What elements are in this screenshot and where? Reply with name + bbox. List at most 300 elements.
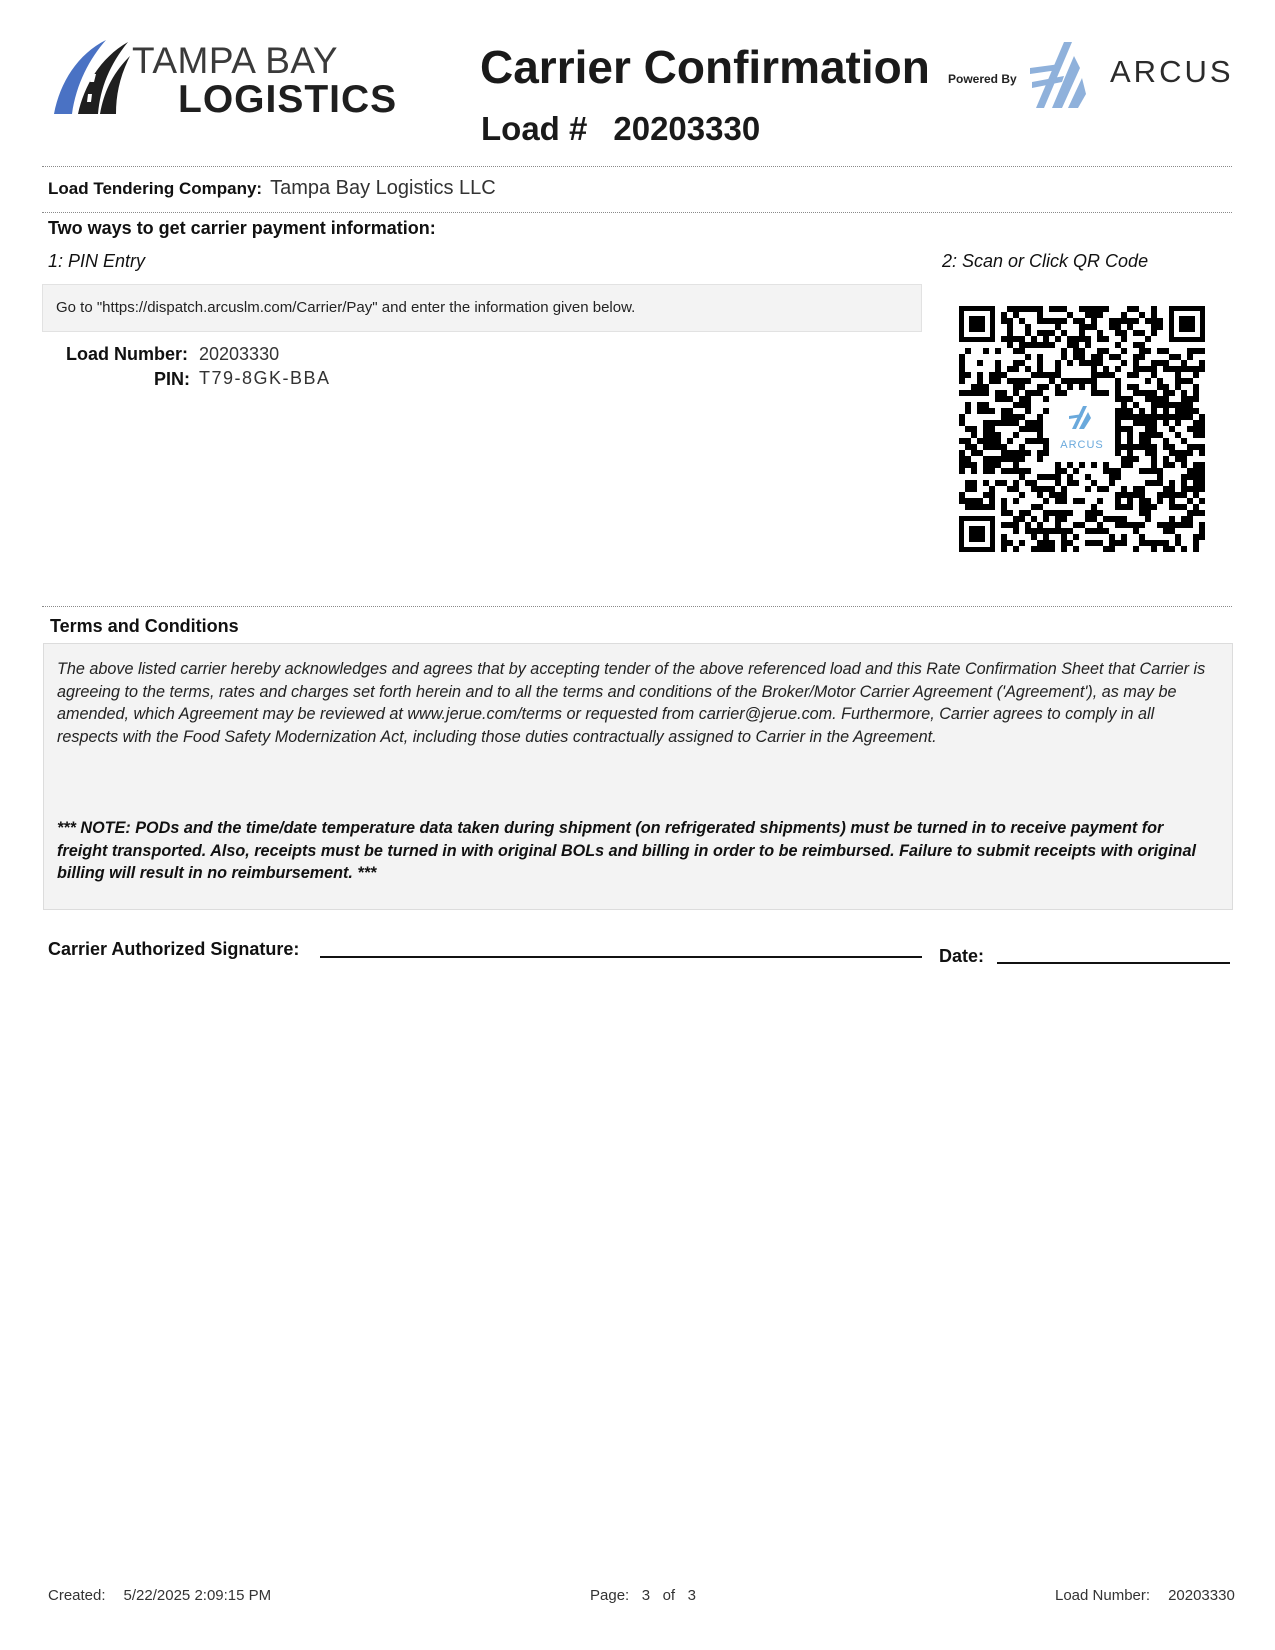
qr-module [959, 366, 965, 372]
qr-module [965, 372, 971, 378]
qr-module [1169, 492, 1175, 498]
qr-module [1091, 366, 1097, 372]
qr-module [995, 420, 1001, 426]
footer-created-label: Created: [48, 1587, 106, 1604]
qr-module [1193, 504, 1199, 510]
qr-module [1007, 468, 1013, 474]
load-tendering-company-value: Tampa Bay Logistics LLC [270, 177, 496, 199]
qr-module [1151, 360, 1157, 366]
qr-module [1025, 354, 1031, 360]
qr-module [1079, 324, 1085, 330]
qr-module [1145, 396, 1151, 402]
qr-module [1061, 318, 1067, 324]
qr-module [1019, 336, 1025, 342]
qr-module [965, 408, 971, 414]
qr-module [965, 390, 971, 396]
qr-module [965, 480, 971, 486]
qr-module [989, 462, 995, 468]
qr-module [1139, 390, 1145, 396]
qr-module [1193, 420, 1199, 426]
qr-module [1181, 456, 1187, 462]
qr-module [1115, 366, 1121, 372]
qr-module [1169, 426, 1175, 432]
qr-module [1085, 486, 1091, 492]
qr-module [971, 432, 977, 438]
qr-module [1109, 534, 1115, 540]
qr-module [1037, 330, 1043, 336]
qr-module [989, 438, 995, 444]
qr-module [1181, 378, 1187, 384]
qr-module [965, 402, 971, 408]
load-number-heading [481, 110, 760, 148]
qr-module [1013, 414, 1019, 420]
qr-module [1085, 516, 1091, 522]
qr-module [1019, 342, 1025, 348]
qr-module [1049, 486, 1055, 492]
qr-module [1043, 372, 1049, 378]
qr-module [1145, 510, 1151, 516]
qr-module [1139, 486, 1145, 492]
qr-module [1163, 384, 1169, 390]
qr-module [1055, 474, 1061, 480]
qr-module [965, 486, 971, 492]
qr-module [1121, 312, 1127, 318]
qr-module [1151, 396, 1157, 402]
qr-module [1019, 414, 1025, 420]
qr-module [1151, 456, 1157, 462]
qr-module [1157, 492, 1163, 498]
qr-module [1091, 372, 1097, 378]
qr-module [1199, 450, 1205, 456]
qr-module [1181, 360, 1187, 366]
qr-module [989, 432, 995, 438]
qr-module [1037, 414, 1043, 420]
divider [42, 166, 1232, 167]
qr-module [1103, 390, 1109, 396]
qr-module [971, 480, 977, 486]
qr-module [1025, 522, 1031, 528]
qr-module [1019, 468, 1025, 474]
qr-module [1025, 426, 1031, 432]
qr-module [1115, 318, 1121, 324]
qr-module [965, 444, 971, 450]
qr-module [965, 438, 971, 444]
qr-module [1085, 342, 1091, 348]
qr-module [1121, 462, 1127, 468]
qr-module [1187, 468, 1193, 474]
qr-module [1151, 468, 1157, 474]
qr-module [1199, 468, 1205, 474]
qr-module [1187, 426, 1193, 432]
qr-module [959, 456, 965, 462]
qr-module [1067, 360, 1073, 366]
qr-module [1085, 510, 1091, 516]
qr-module [1181, 396, 1187, 402]
qr-module [1115, 492, 1121, 498]
qr-module [1169, 462, 1175, 468]
qr-module [1139, 540, 1145, 546]
qr-module [1031, 486, 1037, 492]
qr-module [1073, 498, 1079, 504]
qr-module [1127, 414, 1133, 420]
qr-module [1187, 414, 1193, 420]
date-line[interactable] [997, 962, 1230, 964]
qr-module [1025, 402, 1031, 408]
qr-module [1139, 498, 1145, 504]
qr-module [1127, 372, 1133, 378]
qr-module [1043, 528, 1049, 534]
qr-module [1043, 408, 1049, 414]
qr-module [1127, 504, 1133, 510]
qr-module [1193, 480, 1199, 486]
qr-module [1043, 510, 1049, 516]
qr-module [1037, 318, 1043, 324]
qr-module [1025, 480, 1031, 486]
logo-text-tampa-bay: TAMPA BAY [132, 40, 338, 81]
qr-module [1109, 318, 1115, 324]
qr-module [1133, 354, 1139, 360]
qr-module [1175, 432, 1181, 438]
qr-module [1091, 510, 1097, 516]
qr-module [1175, 402, 1181, 408]
qr-module [1181, 522, 1187, 528]
qr-module [1121, 402, 1127, 408]
qr-module [1127, 462, 1133, 468]
qr-module [1115, 384, 1121, 390]
qr-module [1163, 402, 1169, 408]
qr-module [1193, 486, 1199, 492]
qr-module [1115, 516, 1121, 522]
qr-module [977, 378, 983, 384]
qr-module [1121, 456, 1127, 462]
qr-module [1019, 318, 1025, 324]
qr-module [1169, 444, 1175, 450]
qr-module [1019, 516, 1025, 522]
qr-module [1163, 486, 1169, 492]
qr-module [1199, 414, 1205, 420]
qr-module [1043, 330, 1049, 336]
date-label: Date: [939, 946, 985, 966]
qr-module [1049, 510, 1055, 516]
qr-module [983, 462, 989, 468]
qr-module [989, 468, 995, 474]
qr-module [959, 468, 965, 474]
qr-module [1061, 528, 1067, 534]
qr-module [1013, 522, 1019, 528]
qr-module [1121, 318, 1127, 324]
qr-module [1073, 480, 1079, 486]
qr-module [1127, 432, 1133, 438]
qr-module [1199, 432, 1205, 438]
qr-module [1013, 528, 1019, 534]
qr-module [1073, 336, 1079, 342]
terms-body: The above listed carrier hereby acknowledges and agrees that by accepting tender of the above referenced load and this Rate Confirmation Sheet that Carrier is agreeing to the terms, rates and charges set forth herein and to all the terms and conditions of the Broker/Motor Carrier Agreement ('Agreement'), as may be amended, which Agreement may be reviewed at www.jerue.com/terms or requested from carrier@jerue.com. Furthermore, Carrier agrees to comply in all respects with the Food Safety Modernization Act, including those duties contractually assigned to Carrier in the Agreement. [57, 660, 1206, 746]
qr-module [1145, 432, 1151, 438]
qr-module [1169, 480, 1175, 486]
footer-created-value: 5/22/2025 2:09:15 PM [123, 1587, 272, 1604]
qr-module [989, 504, 995, 510]
load-number-heading-label: Load # [481, 110, 588, 147]
qr-module [1055, 384, 1061, 390]
qr-module [1037, 342, 1043, 348]
qr-module [1049, 546, 1055, 552]
qr-module [1121, 516, 1127, 522]
qr-module [1133, 360, 1139, 366]
qr-module [983, 444, 989, 450]
qr-module [1061, 540, 1067, 546]
qr-module [1013, 450, 1019, 456]
qr-module [1019, 402, 1025, 408]
qr-module [1019, 510, 1025, 516]
qr-module [1049, 342, 1055, 348]
qr-module [1133, 528, 1139, 534]
qr-module [1181, 414, 1187, 420]
qr-module [1133, 546, 1139, 552]
qr-module [1037, 474, 1043, 480]
qr-module [1133, 306, 1139, 312]
footer-page-of: of [662, 1587, 676, 1604]
qr-module [1085, 312, 1091, 318]
qr-module [1067, 312, 1073, 318]
qr-module [1097, 354, 1103, 360]
qr-module [1055, 510, 1061, 516]
signature-line[interactable] [320, 956, 922, 958]
qr-module [1001, 336, 1007, 342]
qr-module [1043, 342, 1049, 348]
qr-module [1157, 468, 1163, 474]
qr-module [1079, 522, 1085, 528]
qr-module [1193, 390, 1199, 396]
terms-panel [43, 643, 1233, 910]
qr-module [1037, 390, 1043, 396]
qr-module [1019, 444, 1025, 450]
qr-module [971, 486, 977, 492]
qr-module [1157, 396, 1163, 402]
qr-module [1073, 348, 1079, 354]
qr-module [1103, 372, 1109, 378]
qr-module [989, 444, 995, 450]
qr-module [1031, 546, 1037, 552]
qr-module [1055, 522, 1061, 528]
qr-module [983, 420, 989, 426]
road-swoosh-icon [50, 36, 140, 122]
qr-module [1013, 432, 1019, 438]
qr-module [989, 492, 995, 498]
qr-module [1013, 306, 1019, 312]
qr-module [1175, 456, 1181, 462]
qr-module [1091, 354, 1097, 360]
qr-module [1175, 420, 1181, 426]
qr-module [1109, 324, 1115, 330]
qr-module [1109, 546, 1115, 552]
qr-module [1199, 348, 1205, 354]
qr-module [1019, 360, 1025, 366]
qr-module [1199, 534, 1205, 540]
qr-module [1079, 336, 1085, 342]
qr-module [1103, 348, 1109, 354]
payment-qr-code[interactable] [955, 302, 1209, 556]
qr-module [983, 504, 989, 510]
qr-module [995, 444, 1001, 450]
qr-module [1103, 336, 1109, 342]
qr-module [1169, 366, 1175, 372]
qr-module [1085, 306, 1091, 312]
qr-module [1193, 492, 1199, 498]
qr-module [1115, 414, 1121, 420]
qr-module [1133, 522, 1139, 528]
qr-module [1133, 372, 1139, 378]
qr-module [1061, 498, 1067, 504]
qr-module [1175, 450, 1181, 456]
document-title: Carrier Confirmation [480, 41, 930, 93]
qr-module [1091, 528, 1097, 534]
qr-module [965, 456, 971, 462]
qr-module [1151, 546, 1157, 552]
qr-module [1055, 480, 1061, 486]
qr-module [1091, 318, 1097, 324]
terms-note: *** NOTE: PODs and the time/date temperature data taken during shipment (on refrigerated shipments) must be turned in to receive payment for freight transported. Also, receipts must be turned in with original BOLs and billing in order to be reimbursed. Failure to submit receipts with original billing will result in no reimbursement. *** [57, 819, 1196, 882]
qr-module [1007, 324, 1013, 330]
qr-module [977, 450, 983, 456]
qr-module [1061, 348, 1067, 354]
qr-module [1151, 402, 1157, 408]
qr-module [1085, 528, 1091, 534]
qr-module [1079, 378, 1085, 384]
qr-module [1013, 486, 1019, 492]
qr-module [1163, 492, 1169, 498]
qr-module [1169, 450, 1175, 456]
qr-module [1151, 414, 1157, 420]
qr-module [1007, 330, 1013, 336]
qr-module [1079, 462, 1085, 468]
qr-module [1079, 330, 1085, 336]
qr-module [1163, 528, 1169, 534]
qr-module [1013, 378, 1019, 384]
qr-module [1049, 540, 1055, 546]
qr-module [1007, 342, 1013, 348]
qr-module [1157, 414, 1163, 420]
qr-module [1187, 366, 1193, 372]
qr-module [1067, 480, 1073, 486]
qr-module [1187, 510, 1193, 516]
qr-module [1055, 468, 1061, 474]
qr-module [1139, 348, 1145, 354]
qr-module [1145, 480, 1151, 486]
qr-module [1121, 396, 1127, 402]
qr-module [1025, 510, 1031, 516]
qr-module [1145, 468, 1151, 474]
qr-module [1145, 336, 1151, 342]
qr-module [1151, 366, 1157, 372]
qr-module [1151, 504, 1157, 510]
qr-module [959, 390, 965, 396]
qr-module [1067, 378, 1073, 384]
qr-module [1055, 366, 1061, 372]
qr-module [1001, 450, 1007, 456]
qr-module [1055, 336, 1061, 342]
footer-load-number-label: Load Number: [1055, 1587, 1151, 1604]
qr-module [995, 372, 1001, 378]
qr-module [1127, 396, 1133, 402]
qr-module [1139, 420, 1145, 426]
qr-module [1007, 540, 1013, 546]
qr-module [1175, 540, 1181, 546]
qr-module [1019, 492, 1025, 498]
qr-module [1043, 438, 1049, 444]
qr-module [1067, 510, 1073, 516]
qr-module [1091, 504, 1097, 510]
qr-module [1121, 486, 1127, 492]
qr-module [1115, 378, 1121, 384]
arcus-logo-icon [1030, 38, 1090, 110]
qr-module [1115, 450, 1121, 456]
qr-module [965, 504, 971, 510]
qr-module [1175, 504, 1181, 510]
qr-module [1037, 366, 1043, 372]
qr-module [1097, 528, 1103, 534]
qr-module [1175, 384, 1181, 390]
qr-module [1025, 390, 1031, 396]
qr-module [1055, 324, 1061, 330]
qr-module [1013, 462, 1019, 468]
qr-module [1091, 462, 1097, 468]
qr-module [1127, 522, 1133, 528]
qr-module [1109, 474, 1115, 480]
qr-module [1097, 312, 1103, 318]
qr-module [1157, 318, 1163, 324]
qr-module [1115, 420, 1121, 426]
qr-module [989, 408, 995, 414]
qr-module [1121, 522, 1127, 528]
qr-module [1103, 306, 1109, 312]
qr-module [1013, 360, 1019, 366]
qr-module [1145, 438, 1151, 444]
qr-module [1163, 366, 1169, 372]
qr-module [959, 450, 965, 456]
qr-module [959, 372, 965, 378]
qr-module [1049, 378, 1055, 384]
qr-module [1121, 534, 1127, 540]
qr-module [1169, 390, 1175, 396]
qr-module [1001, 372, 1007, 378]
qr-module [995, 378, 1001, 384]
qr-module [1115, 408, 1121, 414]
qr-module [1181, 486, 1187, 492]
qr-module [1187, 474, 1193, 480]
qr-module [1013, 366, 1019, 372]
qr-module [971, 390, 977, 396]
qr-module [959, 420, 965, 426]
qr-module [1037, 546, 1043, 552]
qr-module [1115, 444, 1121, 450]
qr-module [1193, 372, 1199, 378]
qr-module [1061, 330, 1067, 336]
qr-module [1049, 330, 1055, 336]
qr-module [1181, 462, 1187, 468]
qr-module [1139, 414, 1145, 420]
qr-module [1109, 468, 1115, 474]
qr-module [1151, 318, 1157, 324]
qr-module [1181, 438, 1187, 444]
qr-module [983, 468, 989, 474]
qr-module [1127, 426, 1133, 432]
payment-info-heading: Two ways to get carrier payment information: [48, 218, 436, 238]
qr-module [1133, 366, 1139, 372]
qr-module [1049, 372, 1055, 378]
qr-module [977, 372, 983, 378]
qr-module [1061, 516, 1067, 522]
qr-module [1139, 444, 1145, 450]
